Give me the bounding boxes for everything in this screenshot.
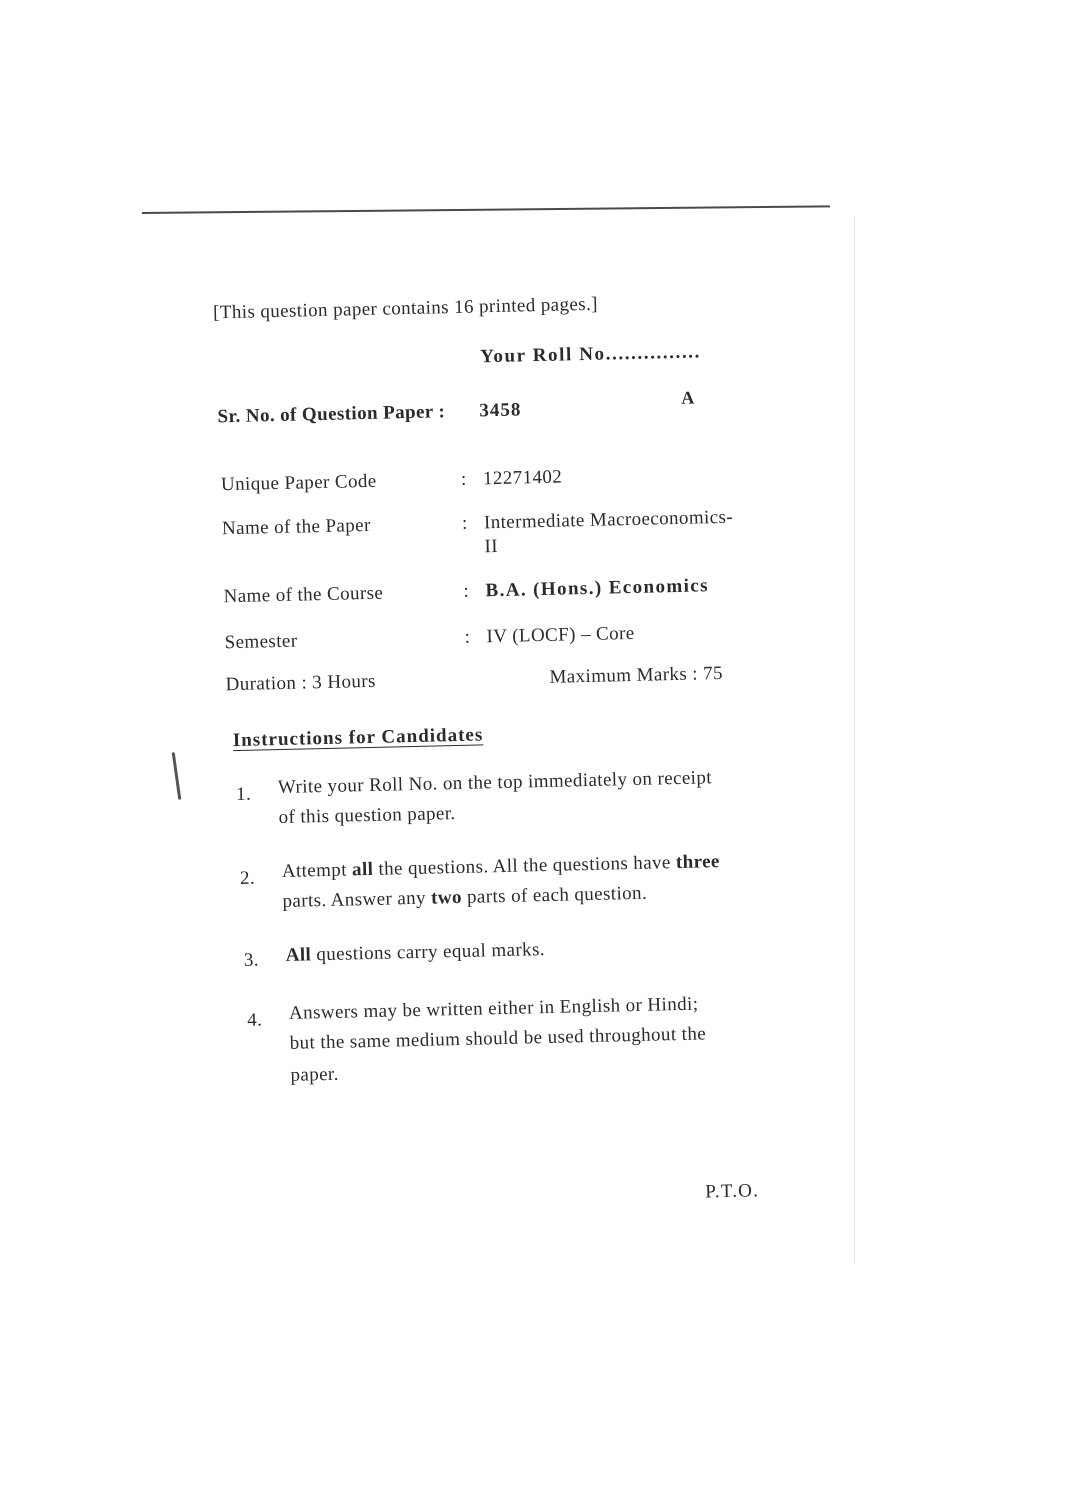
paper-name-colon: : [461, 512, 468, 534]
set-code: A [680, 387, 695, 408]
instruction-1-line-1: Write your Roll No. on the top immediately on receipt [277, 767, 713, 799]
course-name-value: B.A. (Hons.) Economics [485, 575, 710, 602]
instruction-4-line-1: Answers may be written either in English or Hindi; [288, 993, 699, 1024]
instruction-2-line-1 [282, 851, 720, 883]
instruction-2-text-e: parts. Answer any [282, 887, 432, 912]
instruction-2-bold-three: three [675, 851, 721, 874]
instruction-2-number: 2. [239, 867, 256, 889]
paper-name-label: Name of the Paper [221, 514, 371, 540]
course-name-colon: : [463, 580, 470, 602]
paper-code-colon: : [460, 468, 467, 490]
instructions-heading: Instructions for Candidates [232, 724, 484, 752]
paper-code-label: Unique Paper Code [220, 470, 377, 496]
paper-name-value-continued: II [484, 536, 499, 558]
paper-code-value: 12271402 [482, 466, 563, 490]
instruction-4-line-3: paper. [290, 1063, 339, 1086]
instruction-2-bold-two: two [430, 886, 463, 909]
instruction-2-line-2 [282, 883, 647, 913]
instruction-3-bold-all: All [285, 944, 312, 966]
instruction-2-text-f: parts of each question. [461, 882, 648, 908]
instruction-1-line-2: of this question paper. [278, 803, 456, 829]
roll-number-field: Your Roll No............... [479, 341, 702, 368]
pages-note: [This question paper contains 16 printed pages.] [212, 293, 599, 324]
instruction-3-number: 3. [243, 949, 260, 971]
instruction-3-text: questions carry equal marks. [310, 939, 546, 966]
semester-value: IV (LOCF) – Core [486, 622, 635, 648]
instruction-4-number: 4. [246, 1009, 263, 1031]
instruction-3-line-1 [286, 939, 546, 967]
instruction-4-line-2: but the same medium should be used throughout the [289, 1023, 707, 1054]
instruction-1-number: 1. [235, 783, 252, 806]
semester-colon: : [464, 626, 471, 648]
course-name-label: Name of the Course [223, 582, 384, 608]
instruction-2-text-c: the questions. All the questions have [373, 852, 677, 880]
duration: Duration : 3 Hours [225, 670, 377, 696]
maximum-marks: Maximum Marks : 75 [549, 662, 724, 688]
instruction-2-text-a: Attempt [281, 859, 353, 882]
semester-label: Semester [224, 630, 298, 654]
please-turn-over: P.T.O. [704, 1180, 760, 1203]
instruction-2-bold-all: all [351, 858, 374, 881]
paper-name-value: Intermediate Macroeconomics- [483, 506, 734, 534]
serial-number-label: Sr. No. of Question Paper : [217, 401, 446, 428]
serial-number-value: 3458 [479, 399, 522, 422]
